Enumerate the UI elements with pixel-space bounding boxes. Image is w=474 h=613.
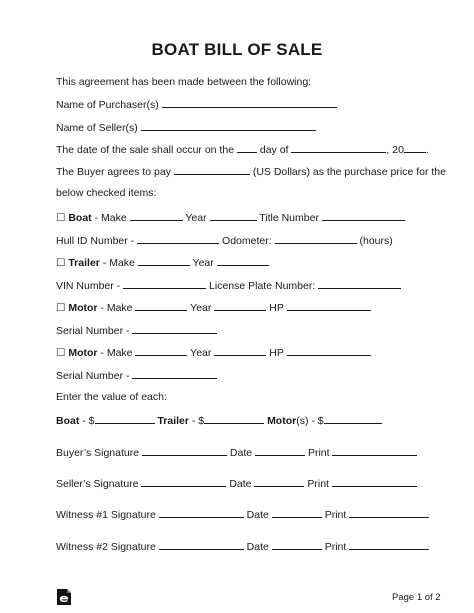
eforms-logo-icon (57, 589, 71, 605)
hours-label: (hours) (356, 235, 393, 247)
witness-2-date-label: Date (246, 541, 269, 553)
trailer-year-label: Year (189, 257, 217, 269)
buyer-signature-label: Buyer’s Signature (56, 447, 140, 459)
buyer-date-label: Date (229, 447, 253, 459)
page-title: BOAT BILL OF SALE (151, 40, 323, 59)
boat-checkbox[interactable]: ☐ (56, 212, 66, 224)
witness-1-date-label: Date (246, 509, 269, 521)
title-number-label: Title Number (256, 212, 322, 224)
motor-2-year-label: Year (187, 347, 215, 359)
vin-field[interactable] (123, 278, 206, 289)
boat-year-label: Year (182, 212, 210, 224)
price-line (56, 164, 446, 179)
purchaser-name-field[interactable] (162, 97, 337, 108)
enter-value-text: Enter the value of each: (56, 391, 167, 403)
sale-day-field[interactable] (237, 142, 257, 153)
motor-2-label: Motor (68, 347, 98, 359)
motor-1-checkbox[interactable]: ☐ (56, 302, 66, 314)
vin-label: VIN Number - (56, 280, 124, 292)
checked-items-text: below checked items: (56, 187, 157, 199)
value-trailer-sep: - $ (188, 415, 205, 427)
hull-id-field[interactable] (137, 233, 219, 244)
value-boat-sep: - $ (79, 415, 95, 427)
odometer-label: Odometer: (219, 235, 275, 247)
price-field[interactable] (174, 164, 250, 175)
buyer-signature-field[interactable] (142, 445, 227, 456)
seller-label: Name of Seller(s) (56, 122, 138, 134)
witness-1-signature-label: Witness #1 Signature (56, 509, 156, 521)
year-prefix-label: , 20 (386, 144, 404, 156)
motor-1-year-label: Year (187, 302, 215, 314)
witness-1-signature-field[interactable] (159, 507, 244, 518)
hull-line (56, 233, 393, 248)
motor-1-make-label: - Make (97, 302, 136, 314)
trailer-year-field[interactable] (217, 255, 269, 266)
serial-1-field[interactable] (132, 323, 217, 334)
sale-year-field[interactable] (404, 142, 426, 153)
witness-1-print-field[interactable] (349, 507, 429, 518)
trailer-make-label: - Make (99, 257, 138, 269)
buyer-signature-line (56, 445, 417, 460)
boat-line (56, 210, 405, 225)
odometer-field[interactable] (275, 233, 357, 244)
motor-1-label: Motor (68, 302, 98, 314)
value-boat-label: Boat (56, 415, 80, 427)
witness-1-date-field[interactable] (272, 507, 322, 518)
vin-line (56, 278, 401, 293)
serial-line-1 (56, 323, 217, 338)
witness-1-signature-line (56, 507, 429, 522)
buyer-print-field[interactable] (332, 445, 417, 456)
boat-label: Boat (68, 212, 92, 224)
plate-label: License Plate Number: (206, 280, 319, 292)
agreement-text: This agreement has been made between the following: (56, 76, 312, 88)
purchaser-label: Name of Purchaser(s) (56, 99, 159, 111)
motor-1-make-field[interactable] (135, 300, 187, 311)
hull-label: Hull ID Number - (56, 235, 138, 247)
boat-value-field[interactable] (95, 413, 155, 424)
motor-1-hp-field[interactable] (287, 300, 371, 311)
day-of-label: day of (259, 144, 289, 156)
buyer-date-field[interactable] (255, 445, 305, 456)
witness-2-signature-label: Witness #2 Signature (56, 541, 156, 553)
seller-date-label: Date (229, 478, 252, 490)
value-motor-sep: (s) - $ (296, 415, 324, 427)
trailer-value-field[interactable] (204, 413, 264, 424)
witness-2-signature-line (56, 539, 429, 554)
serial-2-label: Serial Number - (56, 370, 133, 382)
motor-2-make-field[interactable] (135, 345, 187, 356)
motor-2-hp-field[interactable] (287, 345, 371, 356)
plate-field[interactable] (318, 278, 401, 289)
witness-1-print-label: Print (324, 509, 347, 521)
motor-line-1 (56, 300, 371, 315)
purchaser-line (56, 97, 337, 112)
trailer-make-field[interactable] (138, 255, 190, 266)
serial-1-label: Serial Number - (56, 325, 133, 337)
seller-signature-field[interactable] (141, 476, 226, 487)
title-number-field[interactable] (322, 210, 405, 221)
motor-line-2 (56, 345, 371, 360)
page-number: Page 1 of 2 (392, 592, 441, 603)
sale-date-line (56, 142, 429, 157)
trailer-label: Trailer (68, 257, 100, 269)
date-period: . (425, 144, 429, 156)
buyer-print-label: Print (307, 447, 330, 459)
motor-2-year-field[interactable] (214, 345, 266, 356)
sale-month-field[interactable] (291, 142, 386, 153)
motor-2-make-label: - Make (97, 347, 136, 359)
witness-2-date-field[interactable] (272, 539, 322, 550)
motor-1-hp-label: HP (266, 302, 287, 314)
value-trailer-label: Trailer (157, 415, 189, 427)
motor-2-hp-label: HP (266, 347, 287, 359)
motor-1-year-field[interactable] (214, 300, 266, 311)
witness-2-print-field[interactable] (349, 539, 429, 550)
price-suffix: (US Dollars) as the purchase price for the (252, 166, 446, 178)
trailer-line (56, 255, 269, 270)
seller-name-field[interactable] (141, 120, 316, 131)
serial-2-field[interactable] (132, 368, 217, 379)
seller-date-field[interactable] (254, 476, 304, 487)
motor-2-checkbox[interactable]: ☐ (56, 347, 66, 359)
witness-2-print-label: Print (324, 541, 347, 553)
value-motor-label: Motor (267, 415, 297, 427)
seller-line (56, 120, 316, 135)
boat-make-label: - Make (91, 212, 130, 224)
motor-value-field[interactable] (324, 413, 382, 424)
seller-print-label: Print (307, 478, 329, 490)
serial-line-2 (56, 368, 217, 383)
witness-2-signature-field[interactable] (159, 539, 244, 550)
boat-year-field[interactable] (210, 210, 257, 221)
trailer-checkbox[interactable]: ☐ (56, 257, 66, 269)
sale-date-label: The date of the sale shall occur on the (56, 144, 235, 156)
price-label: The Buyer agrees to pay (56, 166, 171, 178)
seller-signature-line (56, 476, 417, 491)
seller-signature-label: Seller’s Signature (56, 478, 139, 490)
value-line (56, 413, 382, 428)
boat-make-field[interactable] (130, 210, 183, 221)
seller-print-field[interactable] (332, 476, 417, 487)
